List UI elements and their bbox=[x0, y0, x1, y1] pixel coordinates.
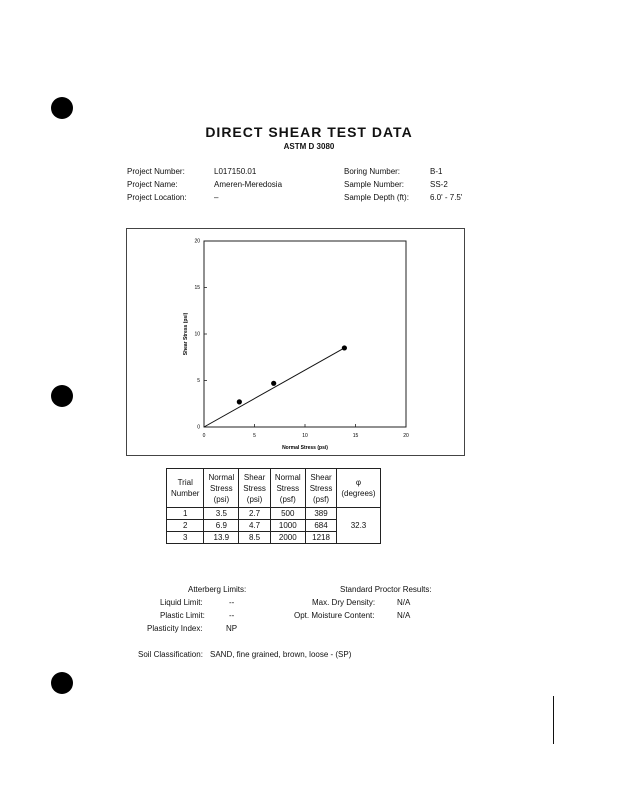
plasticity-index-label: Plasticity Index: bbox=[147, 624, 203, 633]
table-cell: 13.9 bbox=[204, 532, 239, 544]
table-header-cell: φ (degrees) bbox=[337, 469, 380, 508]
x-tick-label: 15 bbox=[352, 433, 359, 439]
punch-hole-top bbox=[51, 97, 73, 119]
shear-stress-chart bbox=[127, 229, 464, 455]
sample-depth-label: Sample Depth (ft): bbox=[344, 193, 409, 202]
table-header-cell: Normal Stress (psf) bbox=[270, 469, 305, 508]
table-cell: 1218 bbox=[305, 532, 337, 544]
x-tick-label: 10 bbox=[302, 433, 308, 439]
failure-envelope-line bbox=[204, 348, 344, 427]
table-cell: 3.5 bbox=[204, 508, 239, 520]
table-header-cell: Shear Stress (psi) bbox=[239, 469, 271, 508]
table-row bbox=[167, 508, 381, 520]
y-tick-label: 0 bbox=[197, 424, 200, 431]
plot-area bbox=[204, 241, 406, 427]
project-location-label: Project Location: bbox=[127, 193, 187, 202]
shear-data-table bbox=[166, 468, 381, 544]
plastic-limit-value: -- bbox=[229, 611, 235, 620]
data-point bbox=[237, 399, 242, 404]
margin-line bbox=[553, 696, 554, 744]
data-point bbox=[342, 345, 347, 350]
table-cell: 2 bbox=[167, 520, 204, 532]
opt-moisture-label: Opt. Moisture Content: bbox=[294, 611, 375, 620]
boring-number-label: Boring Number: bbox=[344, 167, 401, 176]
soil-classification-label: Soil Classification: bbox=[138, 650, 203, 659]
data-point bbox=[271, 381, 276, 386]
opt-moisture-value: N/A bbox=[397, 611, 411, 620]
table-cell: 2000 bbox=[270, 532, 305, 544]
table-cell: 6.9 bbox=[204, 520, 239, 532]
project-name-label: Project Name: bbox=[127, 180, 178, 189]
project-number-label: Project Number: bbox=[127, 167, 185, 176]
soil-classification-value: SAND, fine grained, brown, loose - (SP) bbox=[210, 650, 352, 659]
table-cell: 684 bbox=[305, 520, 337, 532]
proctor-title: Standard Proctor Results: bbox=[340, 585, 432, 594]
x-tick-label: 5 bbox=[253, 433, 256, 439]
phi-value-cell: 32.3 bbox=[337, 508, 380, 544]
chart-frame bbox=[126, 228, 465, 456]
document-subtitle: ASTM D 3080 bbox=[283, 142, 335, 151]
x-tick-label: 20 bbox=[403, 433, 409, 439]
project-name-value: Ameren-Meredosia bbox=[214, 180, 283, 189]
liquid-limit-value: -- bbox=[229, 598, 235, 607]
y-tick-label: 20 bbox=[194, 238, 200, 245]
max-dry-density-value: N/A bbox=[397, 598, 411, 607]
y-tick-label: 5 bbox=[197, 378, 200, 384]
boring-number-value: B-1 bbox=[430, 167, 443, 176]
table-header-cell: Trial Number bbox=[167, 469, 204, 508]
project-location-value: – bbox=[214, 193, 219, 202]
table-cell: 8.5 bbox=[239, 532, 271, 544]
table-cell: 2.7 bbox=[239, 508, 271, 520]
x-tick-label: 0 bbox=[202, 433, 206, 439]
liquid-limit-label: Liquid Limit: bbox=[160, 598, 203, 607]
atterberg-title: Atterberg Limits: bbox=[188, 585, 247, 594]
project-number-value: L017150.01 bbox=[214, 167, 257, 176]
table-cell: 389 bbox=[305, 508, 337, 520]
table-cell: 3 bbox=[167, 532, 204, 544]
plasticity-index-value: NP bbox=[226, 624, 238, 633]
table-cell: 1000 bbox=[270, 520, 305, 532]
table-cell: 500 bbox=[270, 508, 305, 520]
punch-hole-middle bbox=[51, 385, 73, 407]
y-axis-label: Shear Stress (psi) bbox=[183, 312, 189, 356]
sample-depth-value: 6.0' - 7.5' bbox=[430, 193, 463, 202]
table-cell: 4.7 bbox=[239, 520, 271, 532]
document-title: DIRECT SHEAR TEST DATA bbox=[205, 124, 413, 140]
sample-number-value: SS-2 bbox=[430, 180, 448, 189]
table-cell: 1 bbox=[167, 508, 204, 520]
plastic-limit-label: Plastic Limit: bbox=[160, 611, 205, 620]
max-dry-density-label: Max. Dry Density: bbox=[312, 598, 376, 607]
y-tick-label: 15 bbox=[194, 285, 200, 291]
table-header-cell: Shear Stress (psf) bbox=[305, 469, 337, 508]
table-header-cell: Normal Stress (psi) bbox=[204, 469, 239, 508]
y-tick-label: 10 bbox=[194, 331, 200, 338]
x-axis-label: Normal Stress (psi) bbox=[282, 445, 328, 451]
punch-hole-bottom bbox=[51, 672, 73, 694]
sample-number-label: Sample Number: bbox=[344, 180, 405, 189]
